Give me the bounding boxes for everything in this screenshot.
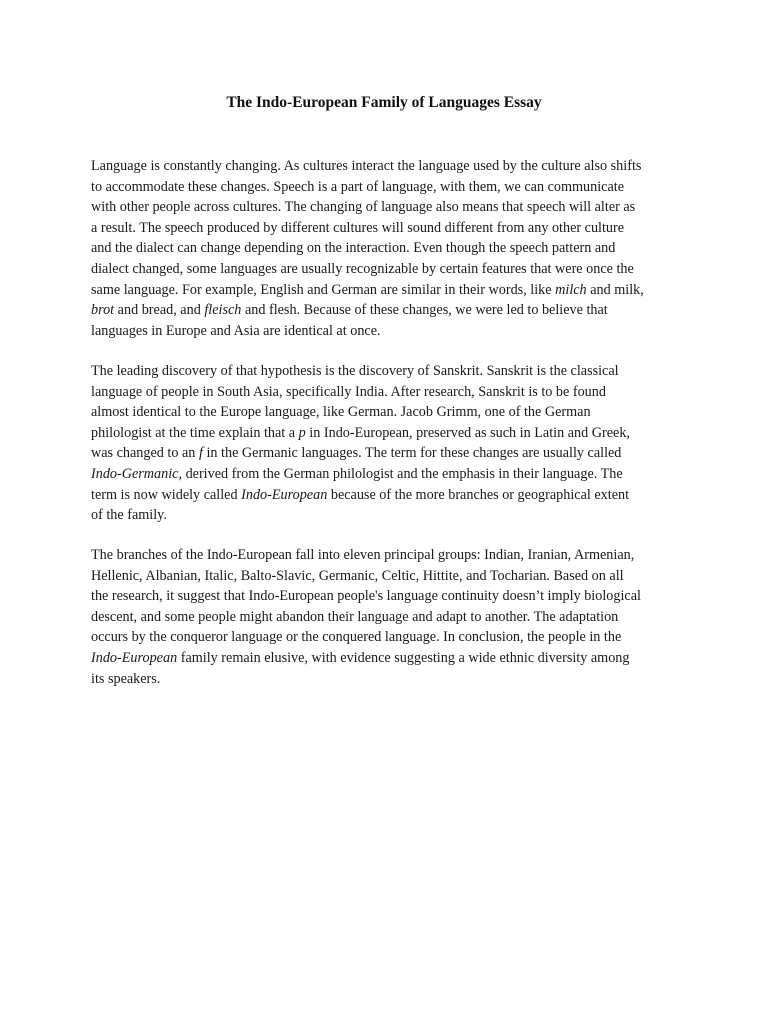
paragraph-2	[91, 361, 687, 526]
text-run: a result. The speech produced by different cultures will sound different from any other culture	[91, 219, 625, 236]
text-line	[91, 485, 687, 506]
text-run: was changed to an	[91, 445, 199, 462]
text-run: with other people across cultures. The changing of language also means that speech will alter as	[91, 199, 636, 216]
text-line	[91, 423, 687, 444]
text-line	[91, 566, 687, 587]
text-run: languages in Europe and Asia are identical at once.	[91, 322, 381, 339]
text-run: because of the more branches or geographical extent	[327, 486, 630, 503]
text-run: term is now widely called	[91, 486, 242, 503]
italic-text-run: brot	[91, 302, 115, 319]
text-line	[91, 259, 687, 280]
paragraph-1	[91, 156, 687, 341]
text-run: and the dialect can change depending on the interaction. Even though the speech pattern and	[91, 240, 616, 257]
text-line	[91, 300, 687, 321]
text-line	[91, 586, 687, 607]
text-line	[91, 361, 687, 382]
italic-text-run: fleisch	[204, 302, 242, 319]
text-run: The branches of the Indo-European fall into eleven principal groups: Indian, Iranian, Armenian,	[91, 547, 635, 563]
text-line	[91, 443, 687, 464]
text-line	[91, 218, 687, 239]
text-run: philologist at the time explain that a	[91, 424, 299, 441]
text-line	[91, 669, 687, 690]
text-run: to accommodate these changes. Speech is a part of language, with them, we can communicate	[91, 178, 625, 195]
text-run: in Indo-European, preserved as such in Latin and Greek,	[305, 424, 630, 441]
document-title: The Indo-European Family of Languages Essay	[226, 94, 542, 111]
italic-text-run: Indo-European	[241, 486, 328, 503]
text-run: The leading discovery of that hypothesis is the discovery of Sanskrit. Sanskrit is the classical	[91, 363, 619, 379]
paragraph-3	[91, 545, 687, 689]
text-run: almost identical to the Europe language, like German. Jacob Grimm, one of the German	[91, 404, 591, 421]
text-line	[91, 321, 687, 342]
text-run: occurs by the conqueror language or the conquered language. In conclusion, the people in the	[91, 629, 622, 646]
text-line	[91, 280, 687, 301]
text-run: Language is constantly changing. As cultures interact the language used by the culture also shifts	[91, 158, 642, 174]
italic-text-run: milch	[555, 281, 587, 298]
text-run: language of people in South Asia, specifically India. After research, Sanskrit is to be found	[91, 383, 606, 400]
text-line	[91, 156, 687, 177]
text-line	[91, 238, 687, 259]
text-run: family remain elusive, with evidence suggesting a wide ethnic diversity among	[177, 649, 630, 666]
text-line	[91, 505, 687, 526]
text-run: descent, and some people might abandon their language and adapt to another. The adaptation	[91, 608, 619, 625]
text-line	[91, 648, 687, 669]
text-run: of the family.	[91, 507, 167, 524]
text-line	[91, 607, 687, 628]
text-line	[91, 627, 687, 648]
text-line	[91, 545, 687, 566]
text-run: same language. For example, English and German are similar in their words, like	[91, 281, 556, 298]
text-run: and milk,	[586, 281, 644, 298]
text-run: and flesh. Because of these changes, we were led to believe that	[241, 302, 608, 319]
text-run: its speakers.	[91, 670, 161, 687]
text-run: derived from the German philologist and the emphasis in their language. The	[182, 465, 623, 482]
text-line	[91, 402, 687, 423]
italic-text-run: Indo-European	[91, 649, 178, 666]
text-run: in the Germanic languages. The term for these changes are usually called	[202, 445, 622, 462]
text-run: dialect changed, some languages are usually recognizable by certain features that were once the	[91, 260, 634, 277]
text-run: and bread, and	[114, 302, 205, 319]
italic-text-run: f	[198, 445, 203, 462]
text-run: Hellenic, Albanian, Italic, Balto-Slavic, Germanic, Celtic, Hittite, and Tocharian. Based on all	[91, 567, 624, 584]
italic-text-run: p	[298, 424, 306, 441]
text-run: the research, it suggest that Indo-European people's language continuity doesn’t imply biological	[91, 588, 641, 605]
text-line	[91, 464, 687, 485]
text-line	[91, 382, 687, 403]
italic-text-run: Indo-Germanic,	[91, 465, 183, 482]
text-line	[91, 197, 687, 218]
text-line	[91, 177, 687, 198]
